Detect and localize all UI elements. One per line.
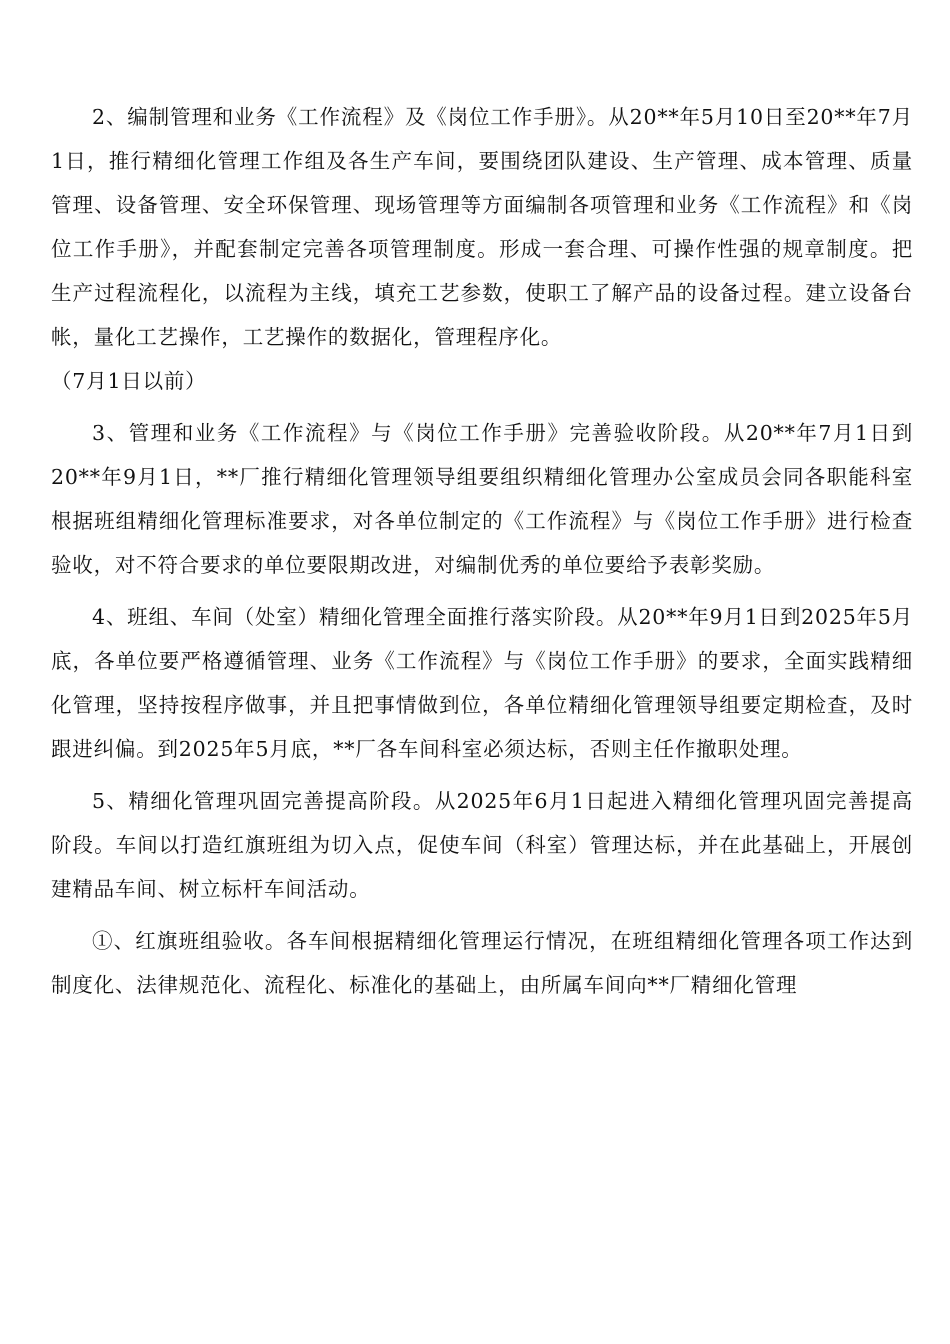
paragraph-step-5: 5、精细化管理巩固完善提高阶段。从2025年6月1日起进入精细化管理巩固完善提高阶段。车间以打造红旗班组为切入点，促使车间（科室）管理达标，并在此基础上，开展创建精品车间、树立标杆车间活动。: [51, 789, 913, 901]
paragraph-step-2: 2、编制管理和业务《工作流程》及《岗位工作手册》。从20**年5月10日至20**年7月1日，推行精细化管理工作组及各生产车间，要围绕团队建设、生产管理、成本管理、质量管理、设备管理、安全环保管理、现场管理等方面编制各项管理和业务《工作流程》和《岗位工作手册》，并配套制定完善各项管理制度。形成一套合理、可操作性强的规章制度。把生产过程流程化，以流程为主线，填充工艺参数，使职工了解产品的设备过程。建立设备台帐，量化工艺操作，工艺操作的数据化，管理程序化。: [51, 105, 913, 349]
document-page: [51, 95, 913, 1007]
paragraph-step-4: 4、班组、车间（处室）精细化管理全面推行落实阶段。从20**年9月1日到2025年5月底，各单位要严格遵循管理、业务《工作流程》与《岗位工作手册》的要求，全面实践精细化管理，坚持按程序做事，并且把事情做到位，各单位精细化管理领导组要定期检查，及时跟进纠偏。到2025年5月底，**厂各车间科室必须达标，否则主任作撤职处理。: [51, 605, 913, 761]
paragraph-step-3: 3、管理和业务《工作流程》与《岗位工作手册》完善验收阶段。从20**年7月1日到20**年9月1日，**厂推行精细化管理领导组要组织精细化管理办公室成员会同各职能科室根据班组精细化管理标准要求，对各单位制定的《工作流程》与《岗位工作手册》进行检查验收，对不符合要求的单位要限期改进，对编制优秀的单位要给予表彰奖励。: [51, 421, 913, 577]
paragraph-step-2-note: （7月1日以前）: [51, 369, 207, 393]
paragraph-substep-1: ①、红旗班组验收。各车间根据精细化管理运行情况，在班组精细化管理各项工作达到制度化、法律规范化、流程化、标准化的基础上，由所属车间向**厂精细化管理: [51, 929, 913, 997]
